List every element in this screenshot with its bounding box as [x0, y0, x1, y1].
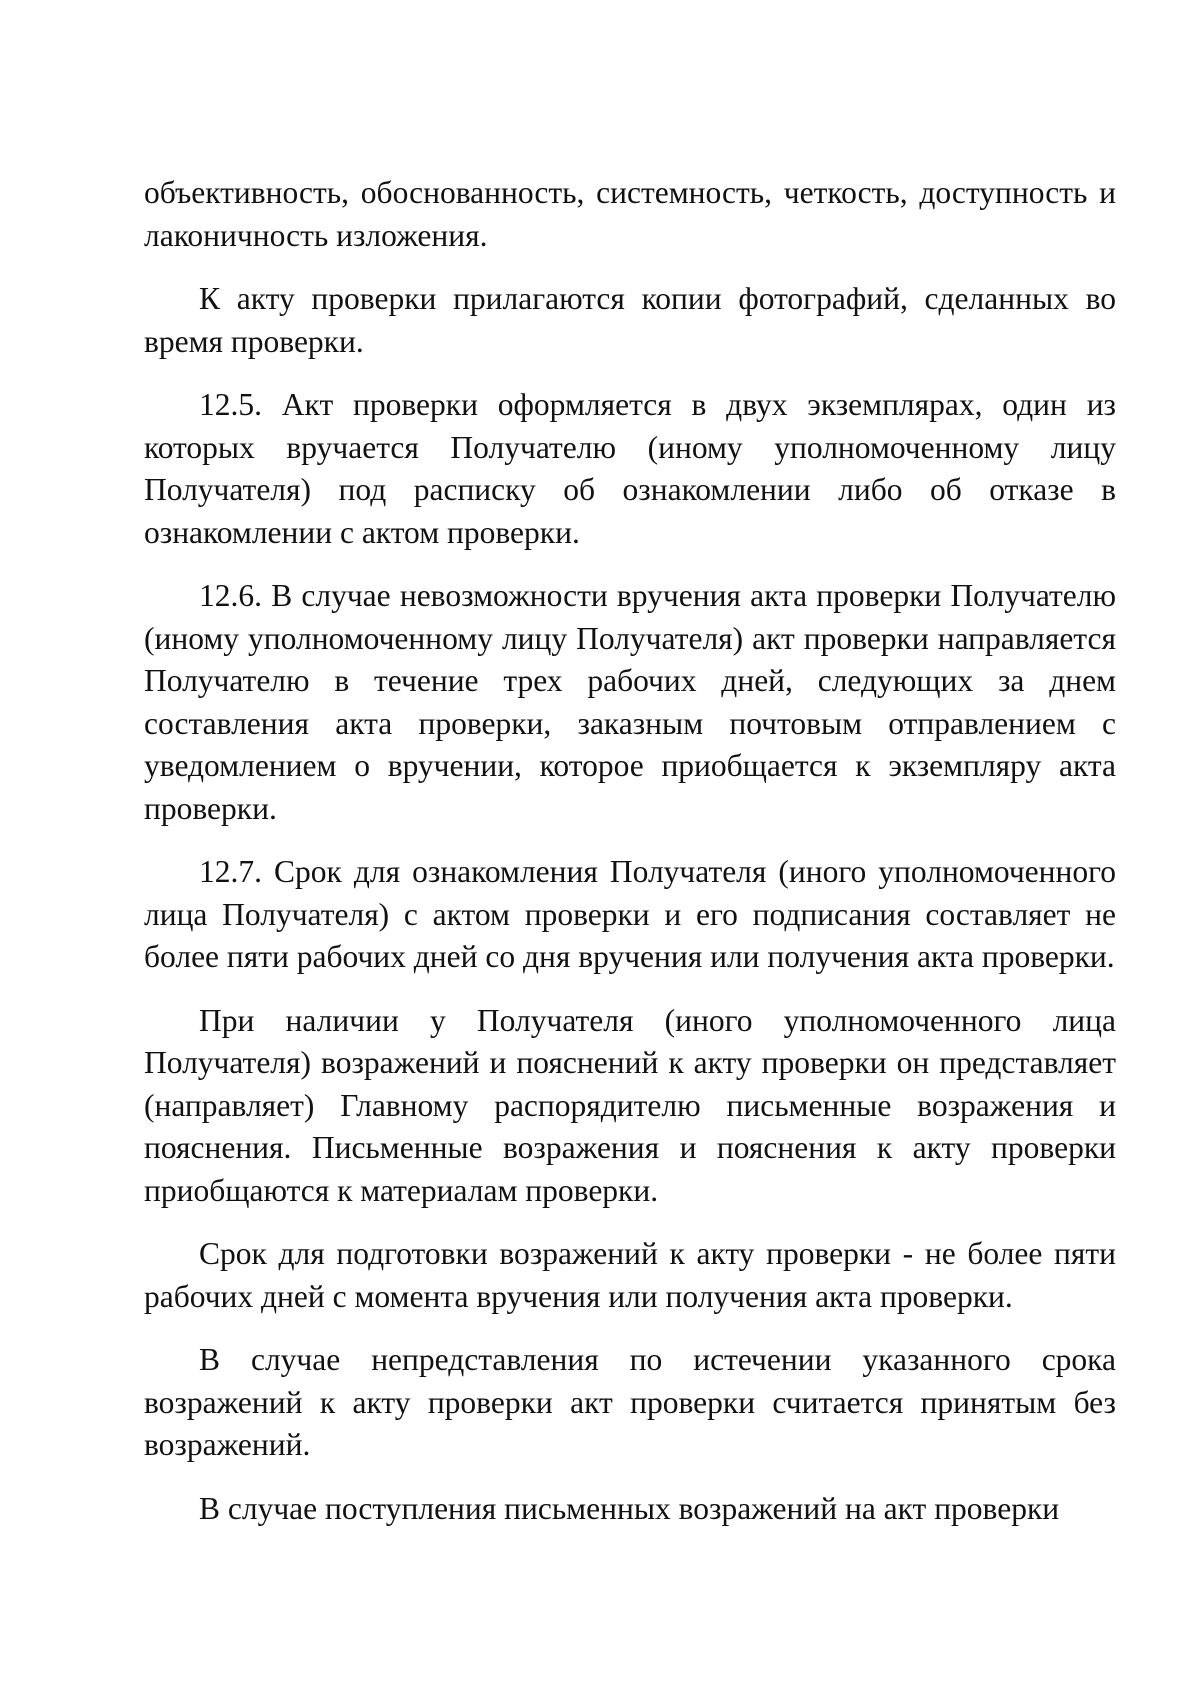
paragraph-no-objections: В случае непредставления по истечении указанного срока возражений к акту проверки акт проверки считается принятым без возражений.: [144, 1342, 1116, 1462]
paragraph-objections: При наличии у Получателя (иного уполномоченного лица Получателя) возражений и пояснений к акту проверки он представляет (направляет) Главному распорядителю письменные возражения и пояснения. Письменные возражения и пояснения к акту проверки приобщаются к материалам проверки.: [144, 1002, 1116, 1208]
document-body: [144, 172, 1116, 1530]
paragraph-12-6: 12.6. В случае невозможности вручения акта проверки Получателю (иному уполномоченному лицу Получателя) акт проверки направляется Получателю в течение трех рабочих дней, следующих за днем составления акта проверки, заказным почтовым отправлением с уведомлением о вручении, которое приобщается к экземпляру акта проверки.: [144, 578, 1116, 826]
paragraph-photo-attachment: К акту проверки прилагаются копии фотографий, сделанных во время проверки.: [144, 281, 1116, 359]
paragraph-continuation: объективность, обоснованность, системность, четкость, доступность и лаконичность изложения.: [144, 175, 1116, 253]
paragraph-objection-deadline: Срок для подготовки возражений к акту проверки - не более пяти рабочих дней с момента вручения или получения акта проверки.: [144, 1236, 1116, 1314]
paragraph-12-7: 12.7. Срок для ознакомления Получателя (иного уполномоченного лица Получателя) с актом проверки и его подписания составляет не более пяти рабочих дней со дня вручения или получения акта проверки.: [144, 854, 1116, 974]
paragraph-12-5: 12.5. Акт проверки оформляется в двух экземплярах, один из которых вручается Получателю (иному уполномоченному лицу Получателя) под расписку об ознакомлении либо об отказе в ознакомлении с актом проверки.: [144, 387, 1116, 550]
paragraph-written-objections: В случае поступления письменных возражений на акт проверки: [199, 1490, 1060, 1526]
